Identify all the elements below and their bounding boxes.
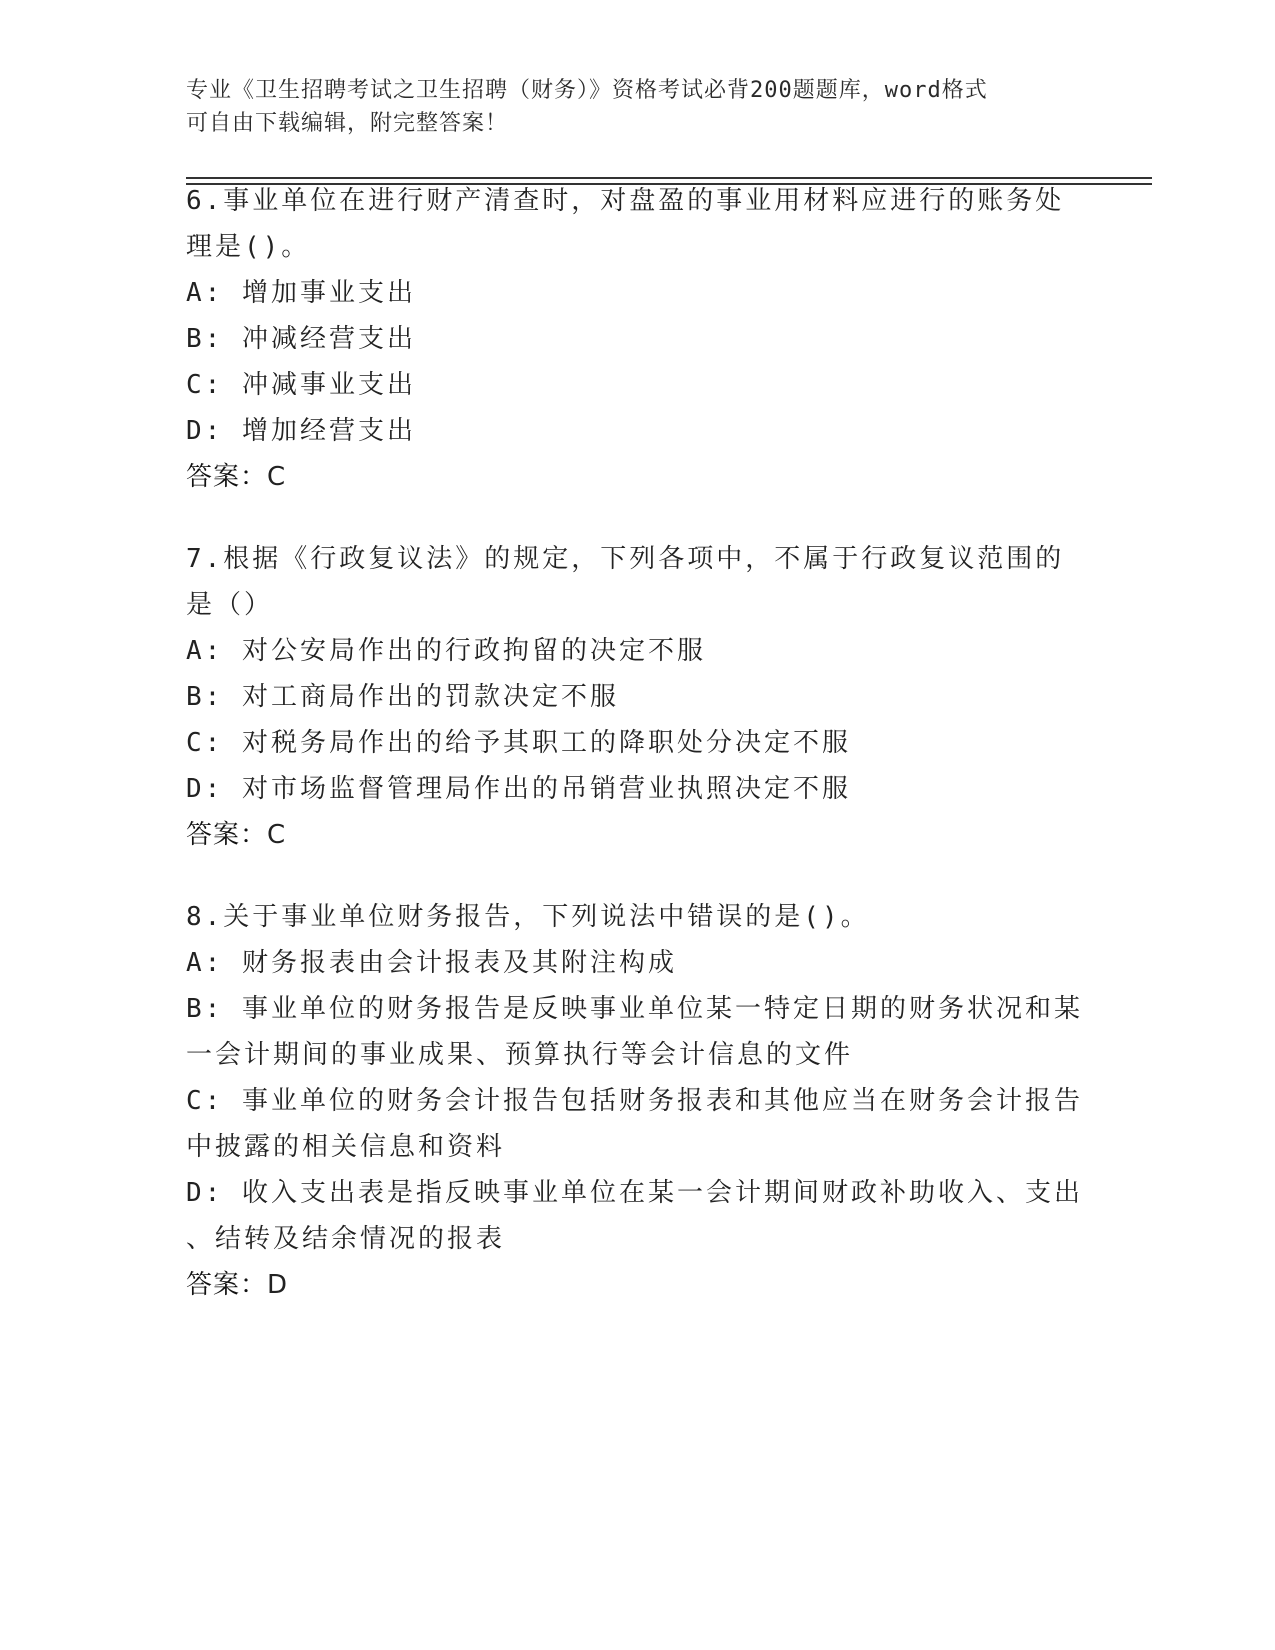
answer-label: 答案： bbox=[186, 820, 268, 850]
question-8-answer bbox=[186, 1262, 1086, 1308]
question-6 bbox=[186, 178, 1086, 500]
question-8-option-d-line-2: 、结转及结余情况的报表 bbox=[186, 1224, 506, 1254]
question-6-answer bbox=[186, 454, 1086, 500]
question-7-option-d: D: 对市场监督管理局作出的吊销营业执照决定不服 bbox=[186, 774, 851, 804]
header-line-2: 可自由下载编辑，附完整答案！ bbox=[186, 111, 509, 136]
answer-label: 答案： bbox=[186, 462, 268, 492]
question-8 bbox=[186, 894, 1086, 1308]
question-8-option-c-line-1: C: 事业单位的财务会计报告包括财务报表和其他应当在财务会计报告 bbox=[186, 1086, 1083, 1116]
question-7-option-a: A: 对公安局作出的行政拘留的决定不服 bbox=[186, 636, 706, 666]
question-8-option-d-line-1: D: 收入支出表是指反映事业单位在某一会计期间财政补助收入、支出 bbox=[186, 1178, 1083, 1208]
document-header bbox=[186, 74, 1066, 140]
question-7-option-c: C: 对税务局作出的给予其职工的降职处分决定不服 bbox=[186, 728, 851, 758]
question-6-option-b: B: 冲减经营支出 bbox=[186, 324, 416, 354]
question-6-option-a: A: 增加事业支出 bbox=[186, 278, 416, 308]
question-7-stem-line-1: 7.根据《行政复议法》的规定，下列各项中，不属于行政复议范围的 bbox=[186, 544, 1065, 574]
question-8-option-c-line-2: 中披露的相关信息和资料 bbox=[186, 1132, 506, 1162]
question-7-stem-line-2: 是（） bbox=[186, 590, 274, 620]
answer-value: D bbox=[267, 1270, 289, 1300]
question-7-answer bbox=[186, 812, 1086, 858]
answer-label: 答案： bbox=[186, 1270, 268, 1300]
question-6-stem-line-1: 6.事业单位在进行财产清查时，对盘盈的事业用材料应进行的账务处 bbox=[186, 186, 1065, 216]
answer-value: C bbox=[267, 462, 287, 492]
question-7 bbox=[186, 536, 1086, 858]
question-8-stem-line-1: 8.关于事业单位财务报告，下列说法中错误的是()。 bbox=[186, 902, 870, 932]
question-8-option-a: A: 财务报表由会计报表及其附注构成 bbox=[186, 948, 677, 978]
question-6-stem-line-2: 理是()。 bbox=[186, 232, 311, 262]
question-8-option-b-line-2: 一会计期间的事业成果、预算执行等会计信息的文件 bbox=[186, 1040, 854, 1070]
question-6-option-c: C: 冲减事业支出 bbox=[186, 370, 416, 400]
question-8-option-b-line-1: B: 事业单位的财务报告是反映事业单位某一特定日期的财务状况和某 bbox=[186, 994, 1083, 1024]
header-line-1: 专业《卫生招聘考试之卫生招聘（财务）》资格考试必背200题题库，word格式 bbox=[186, 78, 988, 103]
question-7-option-b: B: 对工商局作出的罚款决定不服 bbox=[186, 682, 619, 712]
question-6-option-d: D: 增加经营支出 bbox=[186, 416, 416, 446]
answer-value: C bbox=[267, 820, 287, 850]
